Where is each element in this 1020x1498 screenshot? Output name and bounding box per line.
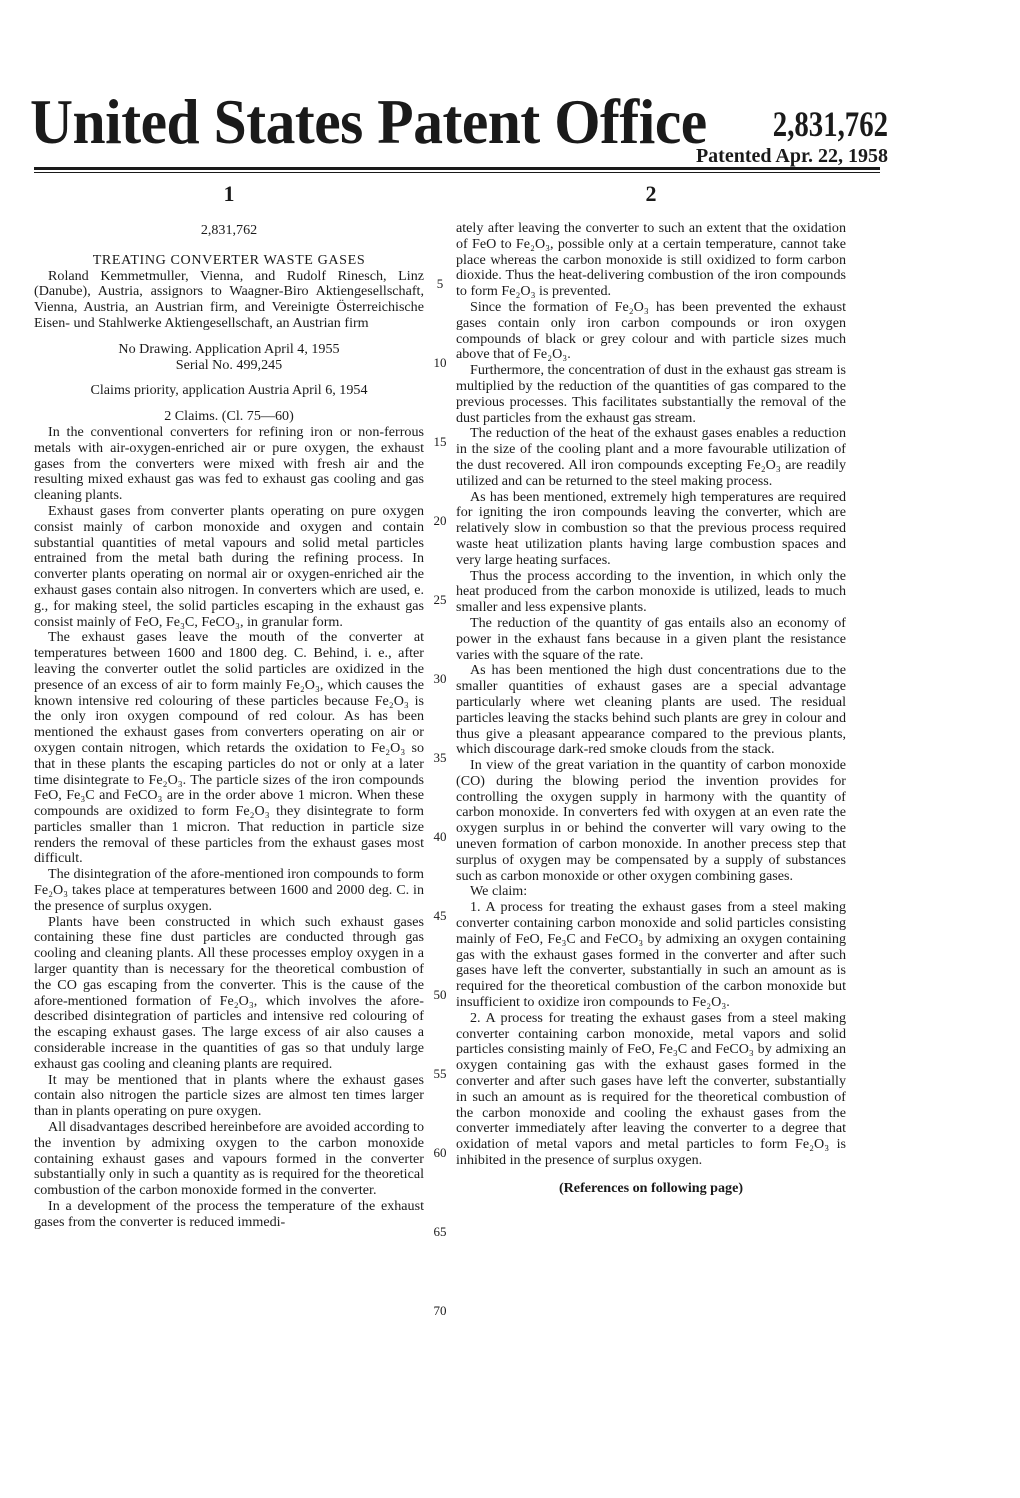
line-number: 35 <box>433 750 447 765</box>
paragraph: Exhaust gases from converter plants operating on pure oxygen consist mainly of carbon monoxide and oxygen and contain substantial quantities of metal vapours and solid metal particles entrained from the metal bath during the refining process. In converter plants operating on normal air or oxygen-enriched air the exhaust gases contain also nitrogen. In converters which are used, e. g., for making steel, the solid particles escaping in the exhaust gas consist mainly of FeO, Fe₃C, FeCO₃, in granular form. <box>34 502 424 630</box>
patent-number: 2,831,762 <box>772 104 888 144</box>
paragraph: As has been mentioned the high dust concentrations due to the smaller quantities of exhaust gases are a special advantage particularly where wet cleaning plants are used. The residual particles leaving the stacks behind such plants are grey in colour and thus give a pleasant appearance compared to the previous plants, which discourage dark-red smoke clouds from the stack. <box>456 662 846 758</box>
line-number: 15 <box>433 434 447 449</box>
paragraph: Plants have been constructed in which such exhaust gases containing these fine dust particles are conducted through gas cooling and cleaning plants. All these processes employ oxygen in a larger quantity than is necessary for the theoretical combustion of the CO gas escaping from the converter. This is the cause of the afore-mentioned formation of Fe₂O₃, which involves the afore-described disintegration of particles and intensive red colouring of the escaping exhaust gases. The large excess of air also causes a considerable increase in the quantities of gas so that unduly large exhaust gas cooling and cleaning plants are required. <box>34 913 424 1072</box>
line-number: 60 <box>433 1145 447 1160</box>
line-number: 10 <box>433 355 447 370</box>
line-number: 25 <box>433 592 447 607</box>
paragraph: As has been mentioned, extremely high temperatures are required for igniting the iron compounds leaving the converter, which are relatively slow in combustion so that the previous process required waste heat utilization plants having large combustion spaces and very large heating surfaces. <box>456 488 846 568</box>
line-number: 65 <box>433 1224 447 1239</box>
paragraph: All disadvantages described hereinbefore are avoided according to the invention by admixing oxygen to the carbon monoxide containing exhaust gases and vapours formed in the converter substantially only in such a quantity as is required for the theoretical combustion of the carbon monoxide formed in the converter. <box>34 1119 424 1199</box>
serial-number: Serial No. 499,245 <box>175 356 283 373</box>
paragraph: In view of the great variation in the quantity of carbon monoxide (CO) during the blowing period the invention provides for controlling the oxygen supply in harmony with the quantity of carbon monoxide. In converters fed with oxygen at an even rate the oxygen surplus in or behind the converter will vary owing to the uneven formation of carbon monoxide. In another precess step that surplus of oxygen may be compensated by a supply of substances such as carbon monoxide or other oxygen combining gases. <box>456 757 846 884</box>
claim-1: 1. A process for treating the exhaust gases from a steel making converter containing carbon monoxide and solid particles consisting mainly of FeO, Fe₃C and FeCO₃ by admixing an oxygen containing gas with the exhaust gases formed in the converter and after such gases have left the converter, substantially in such an amount as is required for the theoretical combustion of the carbon monoxide but insufficient to oxidize iron compounds to Fe₂O₃. <box>456 899 846 1011</box>
paragraph: In the conventional converters for refining iron or non-ferrous metals with air-oxygen-enriched air or pure oxygen, the exhaust gases from the converters were mixed with fresh air and the resulting mixed exhaust gas was fed to exhaust gas cooling and gas cleaning plants. <box>34 423 424 504</box>
claims-count: 2 Claims. (Cl. 75—60) <box>164 408 294 425</box>
column-number-2: 2 <box>645 181 657 206</box>
column-number-1: 1 <box>223 181 235 206</box>
priority-claim: Claims priority, application Austria April 6, 1954 <box>90 382 368 399</box>
header-rule-thick <box>34 167 880 170</box>
application-info: No Drawing. Application April 4, 1955 <box>118 340 340 357</box>
patent-title: TREATING CONVERTER WASTE GASES <box>92 251 366 268</box>
paragraph: Furthermore, the concentration of dust in the exhaust gas stream is multiplied by the reduction of the quantities of gas compared to the previous processes. This facilitates substantially the removal of the dust particles from the exhaust gas stream. <box>456 362 846 426</box>
paragraph: The reduction of the heat of the exhaust gases enables a reduction in the size of the cooling plant and a more favourable utilization of the dust recovered. All iron compounds excepting Fe₂O₃ are readily utilized and can be returned to the steel making process. <box>456 425 846 489</box>
line-number: 30 <box>433 671 447 686</box>
paragraph: The disintegration of the afore-mentioned iron compounds to form Fe₂O₃ takes place at temperatures between 1600 and 2000 deg. C. in the presence of surplus oxygen. <box>34 866 424 914</box>
paragraph: ately after leaving the converter to such an extent that the oxidation of FeO to Fe₂O₃, possible only at a certain temperature, cannot take place whereas the carbon monoxide is still oxidized to form carbon dioxide. Thus the heat-delivering combustion of the iron compounds to form Fe₂O₃ is prevented. <box>456 220 846 300</box>
patented-date: Patented Apr. 22, 1958 <box>695 145 888 167</box>
claim-2: 2. A process for treating the exhaust gases from a steel making converter containing carbon monoxide, metal vapors and solid particles consisting mainly of FeO, Fe₃C and FeCO₃ by admixing an oxygen containing gas with the exhaust gases formed in the converter and after such gases have left the converter, substantially in such an amount as is required for the theoretical combustion of the carbon monoxide and cooling the exhaust gases from the converter immediately after leaving the converter to a degree that oxidation of metal vapors and metal particles to form Fe₂O₃ is inhibited in the presence of surplus oxygen. <box>456 1009 846 1169</box>
line-number: 20 <box>433 513 447 528</box>
line-number: 50 <box>433 987 447 1002</box>
right-column <box>456 183 846 1197</box>
patent-number-small: 2,831,762 <box>200 222 258 238</box>
paragraph: The exhaust gases leave the mouth of the converter at temperatures between 1600 and 1800 deg. C. Behind, i. e., after leaving the converter outlet the solid particles are oxidized in the presence of an excess of air to form mainly Fe₂O₃, which causes the known intensive red colouring of these particles because Fe₂O₃ is the only iron oxygen compound of red colour. As has been mentioned the exhaust gases from converters operating on air or oxygen contain nitrogen, which retards the oxidation to Fe₂O₃ so that in these plants the escaping particles do not or only at a later time disintegrate to Fe₂O₃. The particle sizes of the iron compounds FeO, Fe₃C and FeCO₃ are in the order above 1 micron. When these compounds are oxidized to form Fe₂O₃ they disintegrate to form particles smaller than 1 micron. That reduction in particle size renders the removal of these particles from the exhaust gases most difficult. <box>34 629 424 867</box>
references-note: (References on following page) <box>558 1179 744 1196</box>
office-heading: United States Patent Office <box>30 86 707 157</box>
claims-heading: We claim: <box>470 883 528 900</box>
paragraph: The reduction of the quantity of gas entails also an economy of power in the exhaust fans because in a given plant the resistance varies with the square of the rate. <box>456 614 846 663</box>
inventors: Roland Kemmetmuller, Vienna, and Rudolf Rinesch, Linz (Danube), Austria, assignors to Waagner-Biro Aktiengesellschaft, Vienna, Austria, an Austrian firm, and Vereinigte Österreichische Eisen- und Stahlwerke Aktiengesellschaft, an Austrian firm <box>34 267 424 331</box>
line-number: 70 <box>433 1303 447 1318</box>
paragraph: Since the formation of Fe₂O₃ has been prevented the exhaust gases contain only iron carbon compounds or iron oxygen compounds of black or grey colour and with particle sizes much above that of Fe₂O₃. <box>456 298 846 363</box>
line-number: 55 <box>433 1066 447 1081</box>
line-number: 40 <box>433 829 447 844</box>
line-number: 5 <box>436 276 444 291</box>
left-column <box>34 183 424 1231</box>
line-number: 45 <box>433 908 447 923</box>
paragraph: Thus the process according to the invention, in which only the heat produced from the carbon monoxide is utilized, leads to much smaller and less expensive plants. <box>456 567 846 616</box>
header-rule-thin <box>34 172 880 173</box>
paragraph: In a development of the process the temperature of the exhaust gases from the converter is reduced immedi- <box>34 1198 424 1230</box>
paragraph: It may be mentioned that in plants where the exhaust gases contain also nitrogen the particle sizes are almost ten times larger than in plants operating on pure oxygen. <box>34 1071 424 1120</box>
